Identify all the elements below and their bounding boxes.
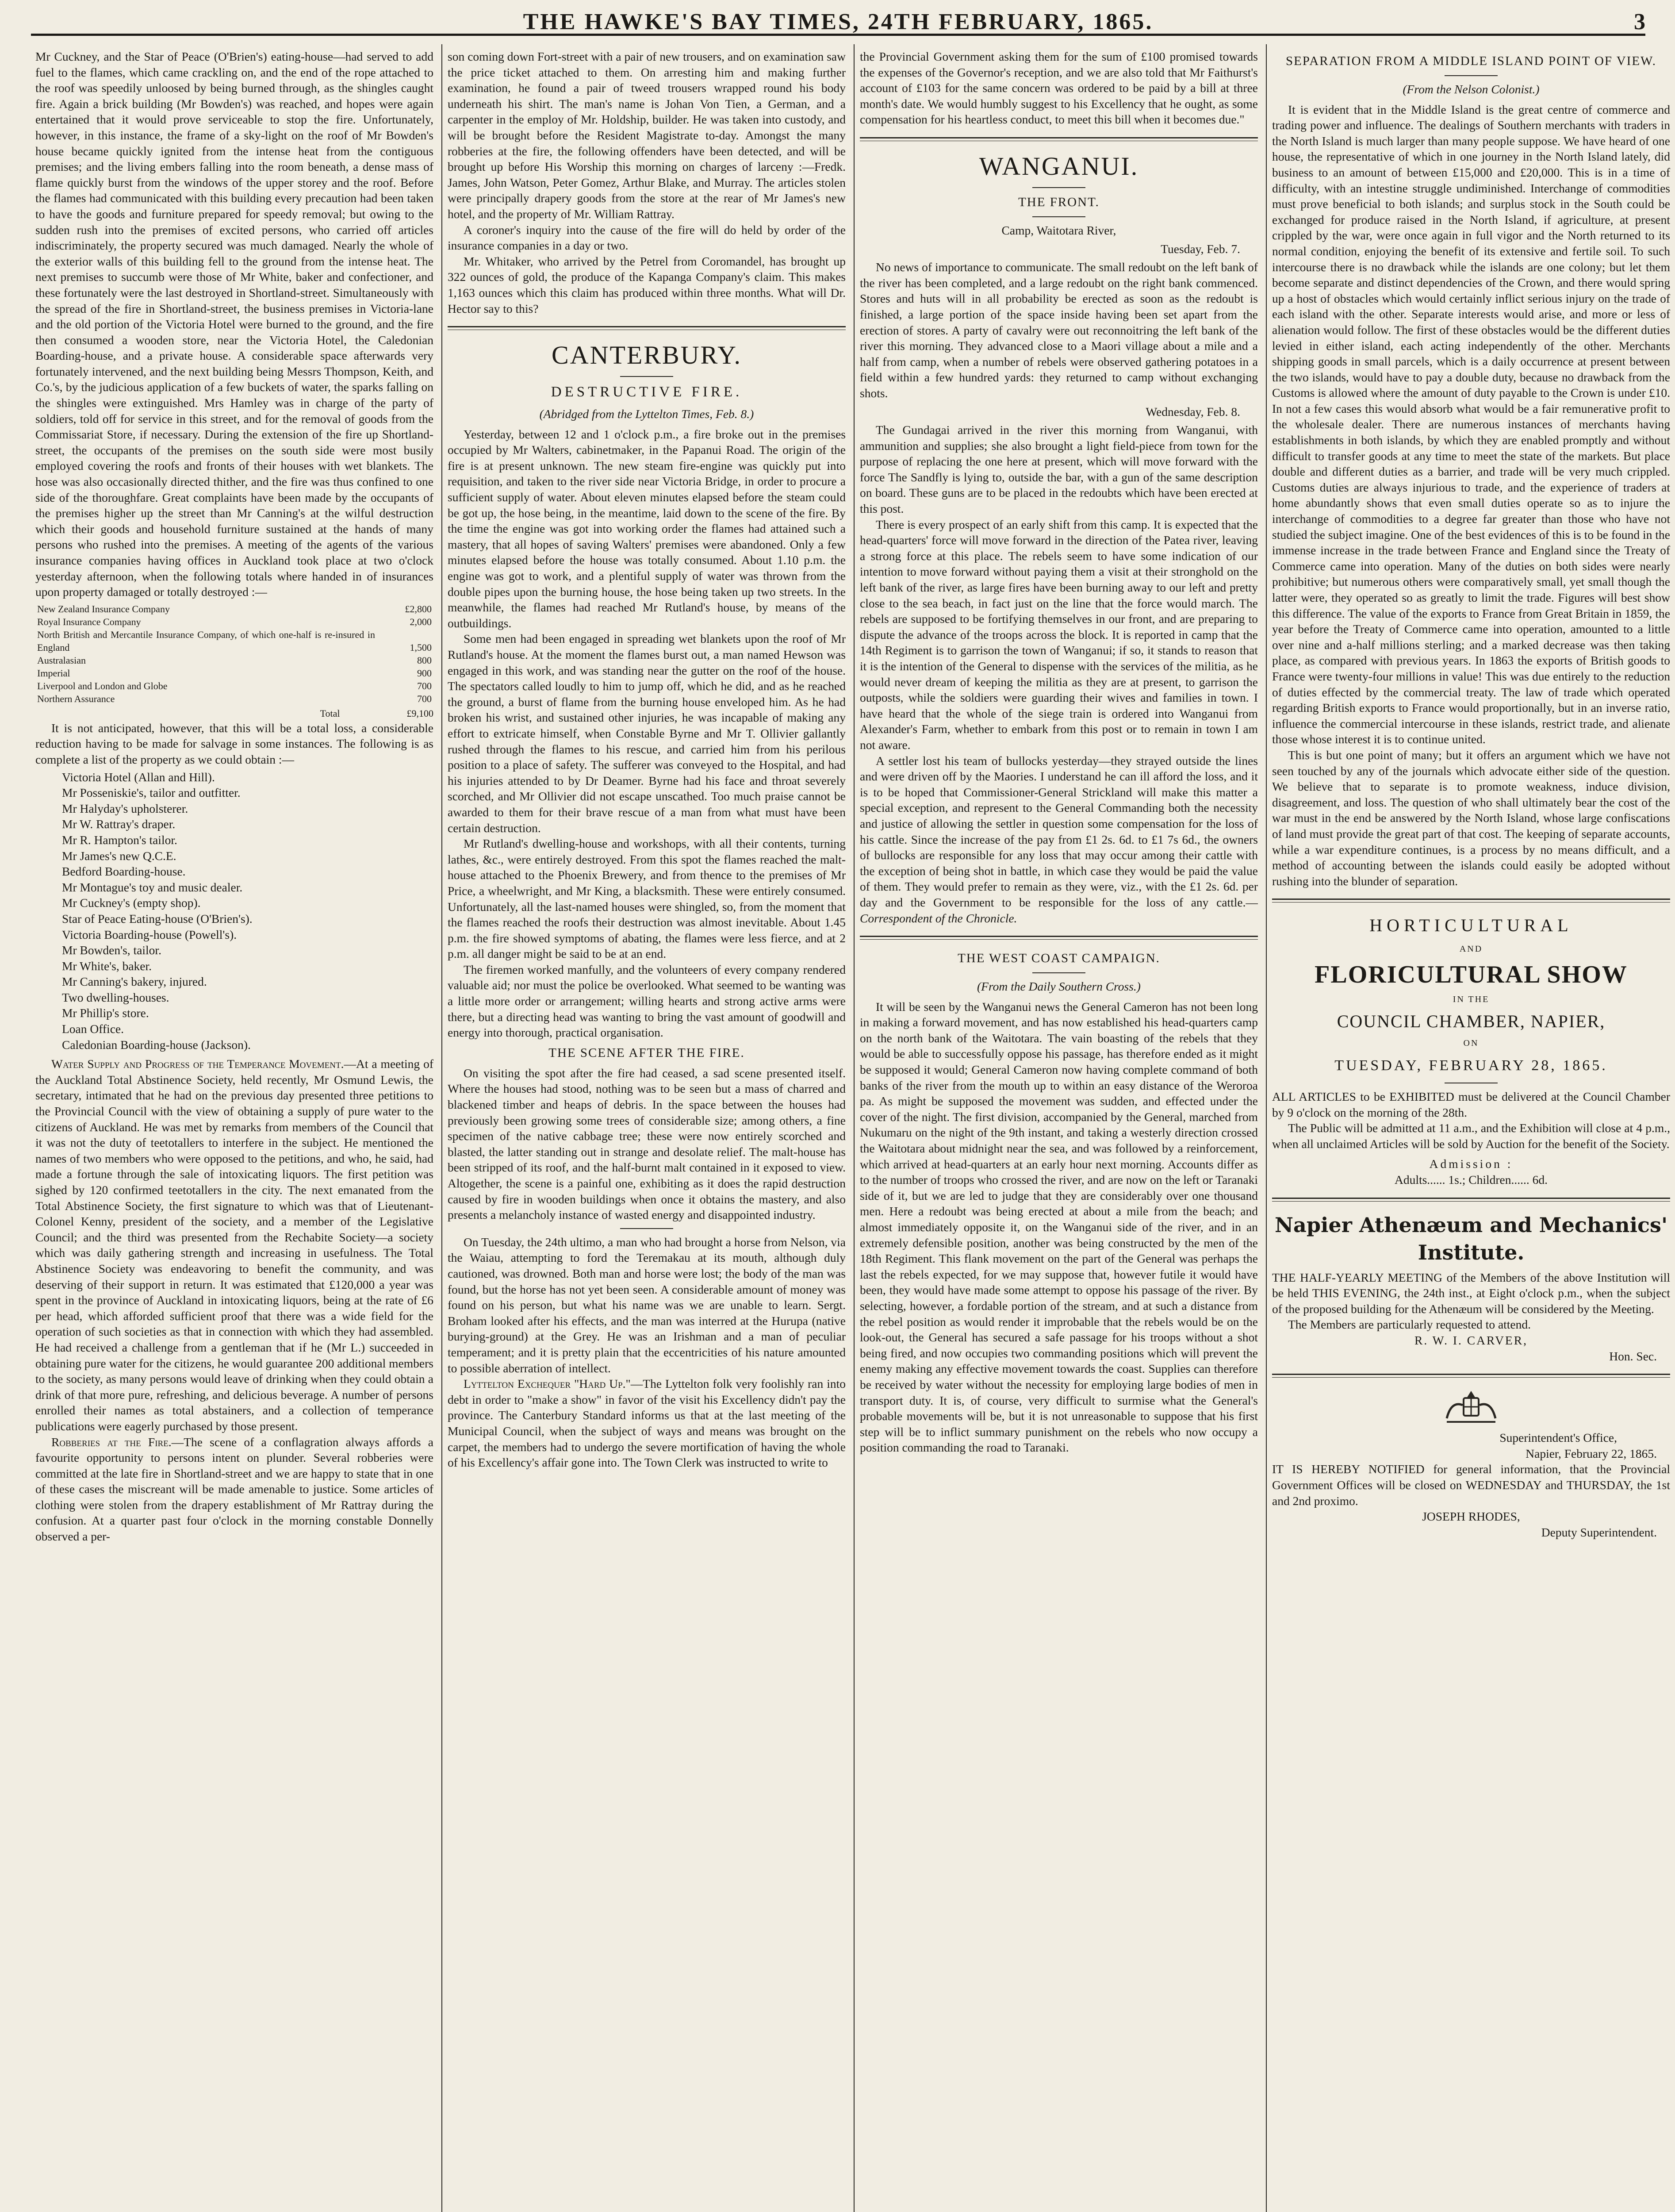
list-item: Mr White's, baker. bbox=[62, 959, 152, 973]
article-paragraph bbox=[448, 1376, 846, 1471]
column-divider bbox=[854, 44, 855, 2212]
short-rule bbox=[1445, 75, 1498, 76]
article-paragraph: The firemen worked manfully, and the volunteers of every company rendered valuable aid; nor must the police be overlooked. What seemed to be wanting was a little more order or arrangement; willing hearts and strong active arms were there, but a directing head was wanting to bring the vast amount of goodwill and energy into thorough, practical organisation. bbox=[448, 962, 846, 1040]
table-cell: 1,500 bbox=[410, 641, 432, 653]
article-heading: DESTRUCTIVE FIRE. bbox=[551, 384, 743, 400]
paragraph-body: —At a meeting of the Auckland Total Abstinence Society, held recently, Mr Osmund Lewis, the secretary, intimated that he had on the previous day presented three petitions to the Provincial Council with the view of obtaining a supply of pure water to the citizens of Auckland. He was met by remarks from members of the Council that it was not the duty of teetotallers to interfere in the subject. He mentioned the names of two members who were opposed to the petitions, and who, he said, had made a fortune through the sale of intoxicating liquors. The first petition was sighed by 120 confirmed teetotallers in the city. The next emanated from the Total Abstinence Society, the first signature to which was that of Lieutenant-Colonel Kenny, president of the society, and a member of the Legislative Council; and the third was presented from the Rechabite Society—a society which was daily gathering strength and increasing in usefulness. The Total Abstinence Society was endeavoring to benefit the community, and was deserving of their support in return. It was estimated that £120,000 a year was spent in the province of Auckland in intoxicating liquors, being at the rate of £6 per head, which afforded sufficient proof that there was a wide field for the operation of such societies as that in connection with which they had assembled. He had received a challenge from a gentleman that if he (Mr L.) succeeded in obtaining pure water for the citizens, he would guarantee 200 additional members to the society, as many persons would leave of drinking when they could obtain a drink of that more pure, refreshing, and delicious beverage. A number of persons enrolled their names as total abstainers, and a collection of temperance publications were eagerly purchased by those present. bbox=[35, 1057, 433, 1433]
column-4 bbox=[1272, 49, 1670, 2212]
section-rule bbox=[860, 137, 1258, 141]
short-rule bbox=[620, 376, 673, 377]
section-rule bbox=[1272, 1198, 1670, 1202]
notice-signatory-role: Deputy Superintendent. bbox=[1541, 1525, 1657, 1539]
ad-date: TUESDAY, FEBRUARY 28, 1865. bbox=[1334, 1057, 1608, 1074]
ad-signatory-role: Hon. Sec. bbox=[1609, 1349, 1657, 1363]
list-item: Mr Montague's toy and music dealer. bbox=[62, 880, 243, 894]
page-number: 3 bbox=[1634, 9, 1645, 35]
table-cell: 700 bbox=[417, 693, 432, 704]
list-item: Mr Cuckney's (empty shop). bbox=[62, 896, 201, 910]
dateline-place: Camp, Waitotara River, bbox=[1001, 223, 1116, 237]
column-divider bbox=[1266, 44, 1267, 2212]
table-cell: £2,800 bbox=[405, 603, 432, 614]
list-item: Loan Office. bbox=[62, 1022, 124, 1036]
article-source: (Abridged from the Lyttelton Times, Feb. 8.) bbox=[539, 407, 754, 421]
ad-connector: AND bbox=[1459, 944, 1483, 954]
horticultural-ad bbox=[1272, 912, 1670, 1187]
short-rule bbox=[1032, 187, 1085, 188]
article-paragraph: It will be seen by the Wanganui news the General Cameron has not been long in making a forward movement, and has now established his head-quarters camp on the north bank of the Waitotara. The vain boasting of the rebels that they would be able to successfully oppose his passage, has therefore ended as it might be supposed it would; General Cameron now having complete command of both banks of the river from the mouth up to within an easy distance of the Weroroa pa. As might be supposed the movement was sudden, and effected under the cover of the night. The first division, accompanied by the General, marched from Nukumaru on the night of the 9th instant, and taking a westerly direction crossed the Waitotara about midnight near the sea, and was followed by a reinforcement, which arrived at head-quarters at an early hour next morning. Accounts differ as to the number of troops who crossed the river, and are now on the left or Taranaki side of it, but we are led to judge that they are considerably over one thousand men. Here a redoubt was being erected at about a mile from the beach; and almost immediately opposite it, on the Wanganui side of the river, and in an extremely defensible position, another was being constructed by the men of the 18th Regiment. This flank movement on the part of the General was perhaps the last the rebels expected, for we may suppose that, however futile it would have been, they would have made some attempt to oppose his passage of the river. By selecting, however, a fordable portion of the stream, and at such a distance from the rebel position as would render it improbable that the rebels would be on the look-out, the General has secured a safe passage for his troops without a shot being fired, and now occupies two commanding positions which will prevent the enemy making any effective movement towards the coast. Supplies can therefore be received by water without the necessity for employing large bodies of men in transport duty. It is, of course, very difficult to surmise what the General's probable movements will be, but it is not unreasonable to suppose that his first step will be to inflict summary punishment on the rebels who now occupy a position commanding the road to Taranaki. bbox=[860, 999, 1258, 1455]
ad-place: COUNCIL CHAMBER, NAPIER, bbox=[1337, 1011, 1606, 1032]
column-1 bbox=[35, 49, 433, 2212]
section-rule bbox=[1272, 1374, 1670, 1378]
table-cell: New Zealand Insurance Company bbox=[37, 603, 170, 614]
ad-signature: R. W. I. CARVER, bbox=[1414, 1333, 1528, 1347]
table-cell: North British and Mercantile Insurance Company, of which one-half is re-insured in England bbox=[37, 629, 375, 653]
article-heading: THE FRONT. bbox=[1018, 195, 1100, 209]
insurance-total bbox=[35, 707, 433, 720]
table-cell: 2,000 bbox=[410, 616, 432, 627]
list-item: Victoria Boarding-house (Powell's). bbox=[62, 927, 237, 941]
article-source: (From the Nelson Colonist.) bbox=[1403, 82, 1540, 96]
table-row bbox=[35, 667, 433, 680]
list-item: Mr Canning's bakery, injured. bbox=[62, 975, 207, 989]
short-rule bbox=[620, 1228, 673, 1229]
article-source: (From the Daily Southern Cross.) bbox=[977, 979, 1141, 994]
article-paragraph: Yesterday, between 12 and 1 o'clock p.m., a fire broke out in the premises occupied by Mr Walters, cabinetmaker, in the Papanui Road. The origin of the fire is at present unknown. The new steam fire-engine was quickly put into requisition, and taken to the river side near Victoria Bridge, in order to procure a sufficient supply of water. About eleven minutes elapsed before the steam could be got up, the hose being, in the meantime, laid down to the scene of the fire. By the time the engine was got into working order the flames had attained such a mastery, that all hopes of saving Walters' premises were abandoned. Only a few minutes elapsed before the house was totally consumed. About 1.10 p.m. the engine was got to work, and a plentiful supply of water was thrown from the double pipes upon the burning house, the hose being taken up two streets. In the meanwhile, the flames had reached Mr Rutland's house, by means of the outbuildings. bbox=[448, 427, 846, 630]
paragraph-lead: Water Supply and Progress of the Temperance Movement. bbox=[51, 1057, 344, 1071]
ad-heading: Napier Athenæum and Mechanics' Institute. bbox=[1274, 1213, 1668, 1264]
list-item: Mr Phillip's store. bbox=[62, 1006, 149, 1020]
list-item: Mr R. Hampton's tailor. bbox=[62, 833, 177, 847]
ad-text: ALL ARTICLES to be EXHIBITED must be delivered at the Council Chamber by 9 o'clock on the morning of the 28th. bbox=[1272, 1090, 1670, 1119]
table-row bbox=[35, 603, 433, 615]
paragraph-body: A settler lost his team of bullocks yesterday—they strayed outside the lines and were driven off by the Maories. I understand he can ill afford the loss, and it is to be hoped that Commissioner-General Strickland will make this matter a special exception, and represent to the General Commanding both the necessity and justice of allowing the settler in question some compensation for the loss of his cattle. Since the increase of the pay from £1 2s. 6d. to £1 7s 6d., the owners of bullocks are responsible for any loss that may occur among their cattle with the exception of being shot in battle, in which case they would be paid the value of them. They would prefer to remain as they were, viz., with the £1 2s. 6d. per day and the Government to be responsible for the loss of any cattle. bbox=[860, 753, 1258, 909]
property-list bbox=[62, 769, 433, 1053]
notice-text: IT IS HEREBY NOTIFIED for general information, that the Provincial Government Offices will be closed on WEDNESDAY and THURSDAY, the 1st and 2nd proximo. bbox=[1272, 1462, 1670, 1508]
list-item: Star of Peace Eating-house (O'Brien's). bbox=[62, 911, 253, 926]
article-paragraph bbox=[35, 1434, 433, 1544]
newspaper-title: THE HAWKE'S BAY TIMES, 24TH FEBRUARY, 1865. bbox=[523, 9, 1154, 35]
government-notice bbox=[1272, 1387, 1670, 1540]
article-paragraph: the Provincial Government asking them for the sum of £100 promised towards the expenses of the Governor's reception, and we are also told that Mr Faithurst's account of £103 for the same concern was ordered to be paid by a bill at three month's date. We would humbly suggest to his Excellency that he ought, as some compensation for his heartless conduct, to meet this bill when it becomes due." bbox=[860, 50, 1258, 127]
article-paragraph: A coroner's inquiry into the cause of the fire will do held by order of the insurance companies in a day or two. bbox=[448, 223, 846, 253]
list-item: Mr Posseniskie's, tailor and outfitter. bbox=[62, 786, 241, 800]
section-rule bbox=[448, 326, 846, 330]
section-heading: CANTERBURY. bbox=[552, 341, 742, 370]
article-paragraph: This is but one point of many; but it offers an argument which we have not seen touched by any of the journals which advocate either side of the question. We believe that to separate is to promote weakness, induce division, disagreement, and loss. The question of who shall ultimately bear the cost of the war must in the end be answered by the North Island, whose large confiscations of land must provide the great part of that cost. The keeping of separate accounts, while a war expenditure continues, is a process by no means difficult, and a method of accounting between the islands could easily be adopted without rushing into the blunder of separation. bbox=[1272, 748, 1670, 888]
insurance-table bbox=[35, 603, 433, 705]
article-paragraph: son coming down Fort-street with a pair of new trousers, and on examination saw the price ticket attached to them. On arresting him and making further examination, he found a pair of tweed trousers wrapped round his body underneath his shirt. The man's name is Johan Von Tien, a German, and a carpenter in the employ of Mr. Holdship, builder. He was taken into custody, and will be brought before the Resident Magistrate to-day. Amongst the many robberies at the fire, the following offenders have been detected, and will be brought up before His Worship this morning on charges of larceny :—Fredk. James, John Watson, Peter Gomez, Arthur Blake, and Murray. The articles stolen were principally drapery goods from the store at the rear of Mr James's new hotel, and the property of Mr. William Rattray. bbox=[448, 50, 846, 221]
paragraph-body: —The Lyttelton folk very foolishly ran into debt in order to "make a show" in favor of the visit his Excellency didn't pay the province. The Canterbury Standard informs us that at the last meeting of the Municipal Council, when the subject of ways and means was brought on the carpet, the members had to undergo the severe mortification of having the whole of his Excellency's affair gone into. The Town Clerk was instructed to write to bbox=[448, 1377, 846, 1470]
admission-label: Admission : bbox=[1429, 1157, 1513, 1171]
list-item: Two dwelling-houses. bbox=[62, 990, 169, 1004]
list-item: Mr W. Rattray's draper. bbox=[62, 817, 176, 831]
table-cell: Imperial bbox=[37, 667, 70, 679]
table-row bbox=[35, 654, 433, 667]
sub-heading: THE SCENE AFTER THE FIRE. bbox=[548, 1045, 745, 1060]
table-cell: Liverpool and London and Globe bbox=[37, 680, 168, 691]
ad-connector: IN THE bbox=[1453, 994, 1490, 1004]
list-item: Victoria Hotel (Allan and Hill). bbox=[62, 770, 215, 784]
article-paragraph: There is every prospect of an early shift from this camp. It is expected that the head-quarters' force will move forward in the direction of the Patea river, leaving a strong force at this place. The rebels seem to have some indication of our intention to move forward without paying them a visit at their stronghold on the left bank of the river, as large fires have been burning away to our left and pretty close to the sea beach, in fact just on the line that the force would march. The rebels are supposed to be fortifying themselves in our front, and are preparing to dispute the advance of the troops across the block. It is reported in camp that the 14th Regiment is to garrison the town of Wanganui; if so, it stands to reason that it is the intention of the General to dispense with the services of the militia, as he would never dream of keeping the militia as they are at present, to garrison the outposts, while the soldiers were guarding their wives and families in town. I have heard that the whole of the siege train is ordered into Wanganui from Alexander's Farm, whether to embark from this post or to remain in town I am not aware. bbox=[860, 517, 1258, 752]
table-cell: Northern Assurance bbox=[37, 693, 115, 704]
ad-heading: HORTICULTURAL bbox=[1369, 915, 1573, 936]
ad-text: The Public will be admitted at 11 a.m., and the Exhibition will close at 4 p.m., when all unclaimed Articles will be sold by Auction for the benefit of the Society. bbox=[1272, 1121, 1670, 1151]
royal-crest-icon bbox=[1438, 1387, 1504, 1427]
paragraph-body: —The scene of a conflagration always affords a favourite opportunity to persons intent on plunder. Several robberies were committed at the late fire in Shortland-street and we are happy to state that in one of these cases the miscreant will be made amenable to justice. Some articles of clothing were stolen from the drapery establishment of Mr Rattray during the confusion. At a quarter past four o'clock in the morning constable Donnelly observed a per- bbox=[35, 1435, 433, 1544]
short-rule bbox=[1032, 972, 1085, 973]
table-row bbox=[35, 680, 433, 692]
article-paragraph: A settler lost his team of bullocks yesterday—they strayed outside the lines and were driven off by the Maories. I understand he can ill afford the loss, and it is to be hoped that Commissioner-General Strickland will make this matter a special exception, and represent to the General Commanding both the necessity and justice of allowing the settler in question some compensation for the loss of his cattle. Since the increase of the pay from £1 2s. 6d. to £1 7s 6d., the owners of bullocks are responsible for any loss that may occur among their cattle with the exception of being shot in battle, in which case they would be paid the value of them. They would prefer to remain as they were, viz., with the £1 2s. 6d. per day and the Government to be responsible for the loss of any cattle.—Correspondent of the Chronicle. bbox=[860, 753, 1258, 925]
article-paragraph: Some men had been engaged in spreading wet blankets upon the roof of Mr Rutland's house. At the moment the flames burst out, a man named Hewson was engaged in this work, and was standing near the gutter on the roof of the house. The spectators called loudly to him to jump off, which he did, and as he reached the ground, a burst of flame from the burning house enveloped him. As he had broken his wrist, and sustained other injuries, he was incapable of making any effort to extricate himself, when Constable Byrne and Mr T. Ollivier gallantly rushed through the flames to his rescue, and carried him from his perilous position to a place of safety. The sufferer was conveyed to the Hospital, and had his injuries attended to by Dr Deamer. Byrne had his face and throat severely scorched, and Mr Ollivier did not escape unscathed. Too much praise cannot be awarded to them for their brave rescue of a man from what must have been certain destruction. bbox=[448, 632, 846, 835]
list-item: Mr James's new Q.C.E. bbox=[62, 849, 176, 863]
section-rule bbox=[1272, 899, 1670, 902]
article-paragraph: Mr Rutland's dwelling-house and workshops, with all their contents, turning lathes, &c., were entirely destroyed. From this spot the flames reached the malt-house attached to the Phoenix Brewery, and from thence to the premises of Mr Price, a wheelwright, and Mr King, a blacksmith. These were entirely consumed. Unfortunately, all the last-named houses were shingled, so, from the moment that the flames reached the roofs their destruction was almost inevitable. About 1.45 p.m. the fire showed symptoms of abating, the flames were less fierce, and at 2 p.m. all danger might be said to be at an end. bbox=[448, 837, 846, 961]
section-rule bbox=[860, 936, 1258, 940]
article-paragraph: Mr. Whitaker, who arrived by the Petrel from Coromandel, has brought up 322 ounces of gold, the produce of the Kapanga Company's claim. This makes 1,163 ounces which this claim has produced within three months. What will Dr. Hector say to this? bbox=[448, 254, 846, 315]
article-paragraph: On Tuesday, the 24th ultimo, a man who had brought a horse from Nelson, via the Waiau, attempting to ford the Teremakau at its mouth, although duly cautioned, was drowned. Both man and horse were lost; the body of the man was found, but the horse has not yet been seen. A considerable amount of money was found on his person, but what his name was we are unable to learn. Sergt. Broham looked after his effects, and the man was interred at the Hurupa (native burying-ground) at the Grey. He was an Irishman and a man of peculiar temperament; and it is pretty plain that the eccentricities of his nature amounted to possible aberration of intellect. bbox=[448, 1235, 846, 1375]
article-heading: THE WEST COAST CAMPAIGN. bbox=[958, 951, 1160, 966]
table-cell: 800 bbox=[417, 654, 432, 666]
section-heading: WANGANUI. bbox=[979, 151, 1139, 180]
article-credit: Correspondent of the Chronicle. bbox=[860, 911, 1017, 925]
paragraph-lead: Lyttelton Exchequer "Hard Up." bbox=[464, 1377, 631, 1391]
list-item: Mr Bowden's, tailor. bbox=[62, 943, 161, 957]
athenaeum-ad bbox=[1272, 1211, 1670, 1364]
column-3 bbox=[860, 49, 1258, 2212]
list-item: Bedford Boarding-house. bbox=[62, 864, 186, 879]
dateline-date: Wednesday, Feb. 8. bbox=[1146, 404, 1240, 419]
table-cell: 700 bbox=[417, 680, 432, 691]
ad-heading: FLORICULTURAL SHOW bbox=[1315, 960, 1628, 988]
dateline-date: Tuesday, Feb. 7. bbox=[1161, 242, 1240, 256]
total-label: Total bbox=[320, 707, 340, 719]
admission-prices: Adults...... 1s.; Children...... 6d. bbox=[1394, 1173, 1548, 1187]
notice-signature: JOSEPH RHODES, bbox=[1422, 1509, 1520, 1524]
article-paragraph bbox=[35, 1056, 433, 1434]
table-cell: Australasian bbox=[37, 654, 86, 666]
paragraph-lead: Robberies at the Fire. bbox=[51, 1435, 172, 1449]
notice-office: Superintendent's Office, bbox=[1499, 1431, 1617, 1445]
total-value: £9,100 bbox=[406, 707, 433, 719]
ad-text: THE HALF-YEARLY MEETING of the Members of the above Institution will be held THIS EVENING, the 24th inst., at Eight o'clock p.m., when the subject of the proposed building for the Athenæum will be considered by the Meeting. bbox=[1272, 1270, 1670, 1316]
list-item: Caledonian Boarding-house (Jackson). bbox=[62, 1037, 251, 1052]
list-item: Mr Halyday's upholsterer. bbox=[62, 801, 188, 815]
column-2 bbox=[448, 49, 846, 2212]
article-paragraph: On visiting the spot after the fire had ceased, a sad scene presented itself. Where the houses had stood, nothing was to be seen but a mass of charred and blackened timber and heaps of debris. In the space between the houses had previously been growing some trees of considerable size; among others, a fine specimen of the native cabbage tree; these were now entirely scorched and blasted, the latter standing out in strange and desolate relief. The malt-house has been stripped of its roof, and the half-burnt malt contained in it exposed to view. Altogether, the scene is a painful one, exhibiting as it does the rapid destruction caused by fire in wooden buildings when once it obtains the mastery, and also presents a melancholy instance of wasted energy and disappointed industry. bbox=[448, 1066, 846, 1222]
article-paragraph: Mr Cuckney, and the Star of Peace (O'Brien's) eating-house—had served to add fuel to the flames, which came crackling on, and the end of the rope attached to the roof was speedily unloosed by being burned through, as the shingles caught fire. Again a brick building (Mr Bowden's) was reached, and hopes were again entertained that it would prove serviceable to stop the fire. Unfortunately, however, in this instance, the frame of a sky-light on the roof of Mr Bowden's house became quickly ignited from the intense heat from the contiguous premises; and the living embers falling into the room beneath, a dense mass of flame quickly burst from the windows of the upper storey and the roof. Before the flames had communicated with this building every precaution had been taken to have the goods and furniture prepared for speedy removal; but owing to the sudden rush into the premises of excited persons, who carried off articles indiscriminately, the property secured was much damaged. Nearly the whole of the exterior walls of this building fell to the ground from the intense heat. The next premises to succumb were those of Mr White, baker and confectioner, and these fortunately were the last destroyed in Shortland-street. Simultaneously with the spread of the fire in Shortland-street, the business premises in Victoria-lane and the old portion of the Victoria Hotel were burned to the ground, and the fire then consumed a wooden store, near the Victoria Hotel, the Caledonian Boarding-house, and a private house. A considerable space afterwards very fortunately intervened, and the next building being Messrs Thompson, Keith, and Co.'s, by the judicious application of a few buckets of water, the sparks falling on the shingles were extinguished. Mrs Hamley was in charge of the party of soldiers, told off for service in this street, and for the removal of goods from the Commissariat Store, if necessary. During the extension of the fire up Shortland-street, the occupants of the premises on the south side were most busily employed covering the roofs and fronts of their houses with wet blankets. The hose was also occasionally directed thither, and the fire was thus confined to one side of the thoroughfare. Great complaints have been made by the occupants of the premises higher up the street than Mr Canning's at the wilful destruction which their goods and household furniture sustained at the hands of many persons who rushed into the premises. A meeting of the agents of the various insurance companies having offices in Auckland took place at two o'clock yesterday afternoon, when the following totals where handed in of insurances upon property damaged or totally destroyed :— bbox=[35, 50, 433, 599]
article-paragraph: It is evident that in the Middle Island is the great centre of commerce and trading power and influence. The dealings of Southern merchants with traders in the North Island is much larger than many people suppose. We have heard of one house, the representative of which in one journey in the North Island lately, did business to an amount of between £15,000 and £20,000. This is in a time of difficulty, with an intestine struggle undiminished. Interchange of commodities must prove beneficial to both islands; and surplus stock in the South could be exchanged for produce raised in the North Island, if agriculture, at present crippled by the war, were once again in full vigor and the North returned to its normal condition, enjoying the benefit of its extensive and fertile soil. To such intercourse there is no drawback while the islands are one colony; but let them become separate and distinct dependencies of the Crown, and there would spring up a host of obstacles which would certainly inflict serious injury on the trade of each island with the other. Separate interests would arise, and more or less of alienation would follow. The first of these obstacles would be the different duties levied in either island, each acting independently of the other. Merchants shipping goods in small parcels, which is a daily occurrence at present between the two islands, would have to pay a double duty, because no drawback from the Customs is allowed where the amount of duty payable to the Crown is under £10. In not a few cases this would absorb what would be a fair remunerative profit to the wholesale dealer. There are numerous instances of merchants having establishments in both islands, by which they are enabled promptly and without difficult to transfer goods at any time to meet the state of the markets. But place double and different duties as a barrier, and trade will be very much crippled. Customs duties are always injurious to trade, and the experience of traders at home abundantly shows that even small duties operate so as to injure the interchange of commodities to a degree far greater than those who have not studied the subject imagine. One of the best evidences of this is to be found in the immense increase in the trade between France and England since the Treaty of Commerce came into operation. Many of the duties on both sides were nearly prohibitive; but numerous others were comparatively small, yet small though the latter were, they operated so as greatly to limit the trade. Figures will best show this difference. The value of the exports to France from Great Britain in 1859, the year before the Treaty of Commerce came into operation, amounted to a little over nine and a-half millions sterling; and a marked decrease was then taking place, as compared with previous years. In 1863 the exports of British goods to France were twenty-four millions in value! This was due entirely to the reduction of duties effected by the commercial treaty. The law of trade which operated regarding British exports to France would proportionally, but in an inverse ratio, influence the commercial intercourse in these islands, restrict trade, and alienate those whose interest it is to continue united. bbox=[1272, 102, 1670, 746]
article-paragraph: No news of importance to communicate. The small redoubt on the left bank of the river has been completed, and a large redoubt on the right bank commenced. Stores and huts will in all probability be erected as soon as the redoubt is finished, a large portion of the space inside having been set apart from the erection of stores. A party of cavalry were out reconnoitring the left bank of the river this morning. They advanced close to a Maori village about a mile and a half from camp, when a number of rebels were observed gathering potatoes in a field within a few hundred yards: they returned to camp without exchanging shots. bbox=[860, 260, 1258, 400]
table-row bbox=[35, 615, 433, 628]
notice-date: Napier, February 22, 1865. bbox=[1526, 1446, 1657, 1460]
ad-connector: ON bbox=[1463, 1038, 1479, 1048]
table-cell: Royal Insurance Company bbox=[37, 616, 141, 627]
ad-text: The Members are particularly requested to attend. bbox=[1288, 1317, 1531, 1332]
article-heading: SEPARATION FROM A MIDDLE ISLAND POINT OF VIEW. bbox=[1285, 54, 1657, 68]
table-row bbox=[35, 628, 433, 654]
short-rule bbox=[1032, 216, 1085, 217]
table-cell: 900 bbox=[417, 667, 432, 679]
column-divider bbox=[441, 44, 442, 2212]
article-paragraph: The Gundagai arrived in the river this morning from Wanganui, with ammunition and supplies; she also brought a light field-piece from town for the purpose of replacing the one here at present, which will move forward with the force The Sandfly is lying to, outside the bar, with a gun of the same description on board. These guns are to be placed in the redoubts which have been erected at this post. bbox=[860, 423, 1258, 516]
article-paragraph: It is not anticipated, however, that this will be a total loss, a considerable reduction having to be made for salvage in some instances. The following is as complete a list of the property as we could obtain :— bbox=[35, 721, 433, 766]
table-row bbox=[35, 692, 433, 705]
masthead bbox=[31, 9, 1645, 36]
